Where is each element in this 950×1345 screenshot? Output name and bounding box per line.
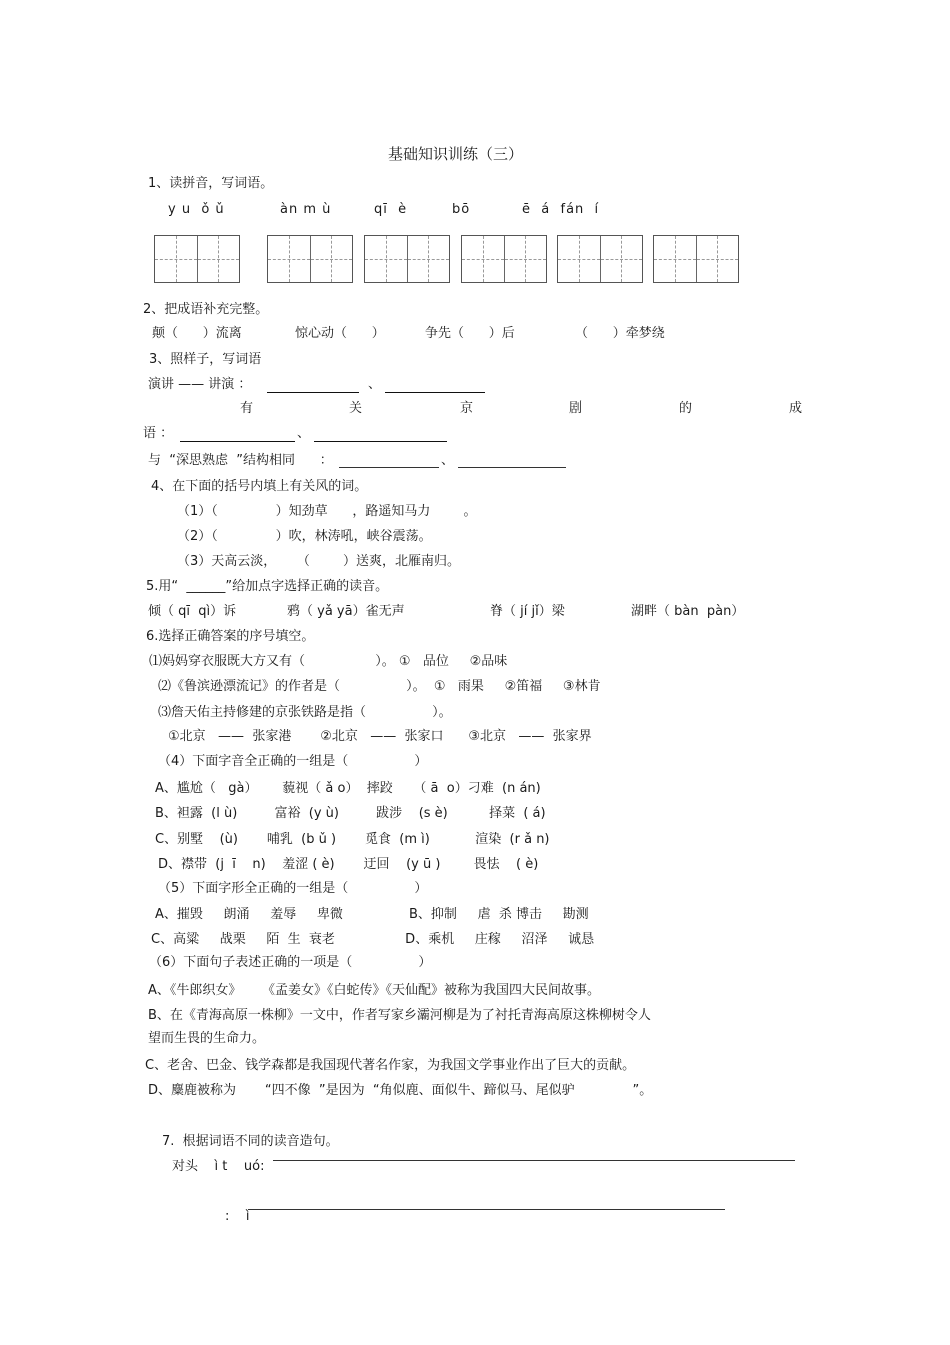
q5-item-1: 倾（ qī qì）诉 (148, 604, 237, 619)
q6-prompt: 6.选择正确答案的序号填空。 (146, 629, 315, 644)
q6-line: ⑶詹天佑主持修建的京张铁路是指（ ）。 (158, 705, 452, 720)
q1-prompt: 1、读拼音，写词语。 (148, 176, 274, 191)
answer-line-3d[interactable] (314, 441, 447, 442)
q5-item-4: 湖畔（ bàn pàn） (631, 604, 745, 619)
q2-item-3: 争先（ ）后 (425, 326, 515, 341)
q6-option: B、袒露 (l ù) 富裕 (y ù) 跋涉 (s è) 择菜 ( á) (155, 806, 546, 821)
q6-option: C、高粱 战栗 陌 生 衰老 D、乘机 庄稼 沼泽 诚恳 (151, 932, 595, 947)
q3-char-3: 京 (460, 401, 474, 416)
q6-option: A、摧毁 朗涌 羞辱 卑微 B、抑制 虐 杀 博击 勘测 (155, 907, 589, 922)
q7-line2-label: : ì (225, 1209, 250, 1224)
answer-line-3c[interactable] (180, 441, 295, 442)
q6-option: C、老舍、巴金、钱学森都是我国现代著名作家，为我国文学事业作出了巨大的贡献。 (145, 1058, 636, 1073)
q3-prompt: 3、照样子，写词语 (149, 352, 262, 367)
q7-prompt: 7. 根据词语不同的读音造句。 (162, 1134, 339, 1149)
q3-example: 演讲 —— 讲演 ： (148, 377, 252, 392)
q3-line3: 与 “深思熟虑 ”结构相同 ： (148, 453, 333, 468)
q6-option-continued: 望而生畏的生命力。 (148, 1031, 266, 1046)
q4-item-3: （3）天高云淡， （ ）送爽，北雁南归。 (177, 554, 460, 569)
answer-line-3e[interactable] (339, 467, 439, 468)
q4-item-2: （2）（ ）吹，林涛吼，峡谷震荡。 (177, 529, 432, 544)
q3-separator-2: 、 (297, 426, 311, 441)
sentence-line-1[interactable] (273, 1160, 795, 1161)
q6-line: （6）下面句子表述正确的一项是（ ） (149, 955, 432, 970)
q6-line: （5）下面字形全正确的一组是（ ） (158, 881, 428, 896)
q3-separator-1: 、 (368, 377, 382, 392)
q2-item-4: （ ）牵梦绕 (575, 326, 665, 341)
q1-pinyin-2: àn m ù (280, 202, 332, 217)
writing-grid-5[interactable] (557, 235, 643, 283)
q5-item-3: 脊（ jí jǐ）梁 (490, 604, 565, 619)
writing-grid-4[interactable] (461, 235, 547, 283)
q1-pinyin-4: bō (452, 202, 471, 217)
q1-pinyin-5: ē á fán í (522, 202, 600, 217)
q6-option: A、尴尬（ gà） 藐视（ ǎ o） 摔跤 （ ā o）刁难 (n án) (155, 781, 541, 796)
q6-option: D、麋鹿被称为 “四不像 ”是因为 “角似鹿、面似牛、蹄似马、尾似驴 ”。 (148, 1083, 653, 1098)
q4-prompt: 4、在下面的括号内填上有关风的词。 (151, 479, 368, 494)
sentence-line-2[interactable] (248, 1209, 725, 1210)
q3-char-2: 关 (349, 401, 363, 416)
q5-item-2: 鸦（ yǎ yā）雀无声 (287, 604, 405, 619)
q2-item-2: 惊心动（ ） (295, 326, 385, 341)
q1-pinyin-3: qī è (374, 202, 408, 217)
q3-char-5: 的 (679, 401, 693, 416)
q6-line: （4）下面字音全正确的一组是（ ） (158, 754, 428, 769)
answer-line-3a[interactable] (267, 392, 359, 393)
q2-prompt: 2、把成语补充完整。 (143, 302, 269, 317)
q3-line2-prefix: 语 ： (143, 426, 174, 441)
page-title: 基础知识训练（三） (388, 145, 524, 163)
writing-grid-6[interactable] (653, 235, 739, 283)
q3-char-4: 剧 (569, 401, 583, 416)
q6-line: ⑴妈妈穿衣服既大方又有（ ）。 ① 品位 ②品味 (149, 654, 508, 669)
q3-char-6: 成 (789, 401, 803, 416)
answer-line-3f[interactable] (458, 467, 566, 468)
q1-pinyin-1: y u ǒ ǔ (168, 202, 225, 217)
q5-prompt: 5.用“ ______”给加点字选择正确的读音。 (146, 579, 389, 594)
q3-char-1: 有 (240, 401, 254, 416)
writing-grid-2[interactable] (267, 235, 353, 283)
q6-line: ①北京 —— 张家港 ②北京 —— 张家口 ③北京 —— 张家界 (168, 729, 592, 744)
writing-grid-3[interactable] (364, 235, 450, 283)
q6-line: ⑵《鲁滨逊漂流记》的作者是（ ）。 ① 雨果 ②笛福 ③林肯 (158, 679, 601, 694)
q6-option: B、在《青海高原一株柳》一文中，作者写家乡灞河柳是为了衬托青海高原这株柳树令人 (148, 1008, 651, 1023)
q4-item-1: （1）（ ）知劲草 ，路遥知马力 。 (177, 504, 477, 519)
q6-option: A、《牛郎织女》 《孟姜女》《白蛇传》《天仙配》被称为我国四大民间故事。 (148, 983, 601, 998)
q7-line1-label: 对头 ì t uó: (172, 1159, 265, 1174)
q6-option: D、襟带 (j ī n) 羞涩 ( è) 迂回 (y ū ) 畏怯 ( è) (158, 857, 539, 872)
writing-grid-1[interactable] (154, 235, 240, 283)
answer-line-3b[interactable] (385, 392, 485, 393)
q6-option: C、别墅 (ù) 哺乳 (b ǔ ) 觅食 (m ì) 渲染 (r ǎ n) (155, 832, 550, 847)
q3-separator-3: 、 (441, 453, 455, 468)
q2-item-1: 颠（ ）流离 (152, 326, 242, 341)
